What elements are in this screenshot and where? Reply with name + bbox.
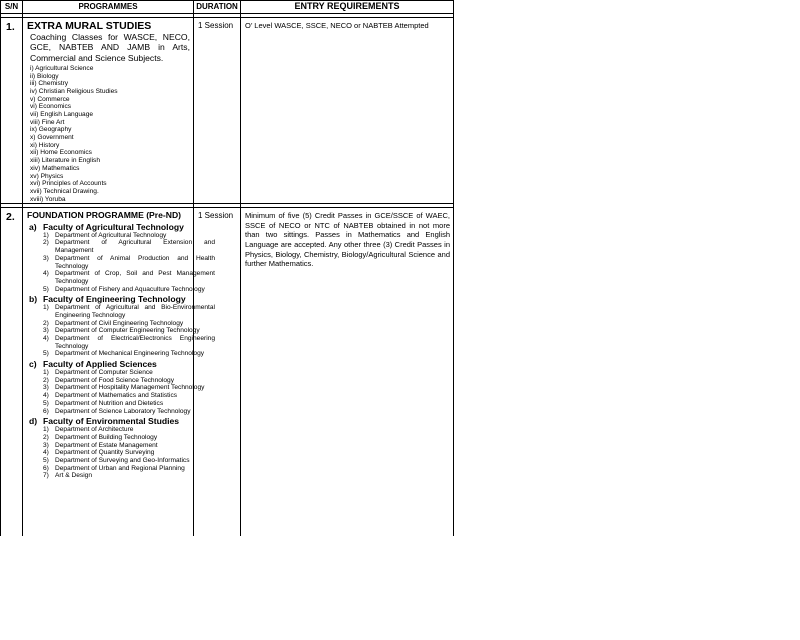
programme-title: EXTRA MURAL STUDIES bbox=[27, 20, 152, 32]
department-item bbox=[43, 434, 215, 442]
department-number: 4) bbox=[43, 335, 49, 343]
subject-item: xviii) Yoruba bbox=[30, 195, 66, 203]
subject-item: viii) Fine Art bbox=[30, 118, 65, 126]
department-item bbox=[43, 377, 215, 385]
department-number: 4) bbox=[43, 270, 49, 278]
subject-item: i) Agricultural Science bbox=[30, 64, 94, 72]
department-name: Department of Hospitality Management Technology bbox=[55, 384, 205, 392]
department-number: 1) bbox=[43, 304, 49, 312]
department-item bbox=[43, 408, 215, 416]
duration-cell: 1 Session bbox=[194, 18, 241, 204]
department-number: 2) bbox=[43, 433, 49, 441]
subject-item: x) Government bbox=[30, 134, 74, 142]
department-number: 2) bbox=[43, 319, 49, 327]
header-programmes: PROGRAMMES bbox=[23, 1, 194, 14]
department-number: 1) bbox=[43, 369, 49, 377]
department-number: 5) bbox=[43, 350, 49, 358]
department-number: 5) bbox=[43, 456, 49, 464]
department-name: Department of Agricultural Extension and Management bbox=[55, 239, 215, 255]
department-item bbox=[43, 320, 215, 328]
department-name: Department of Fishery and Aquaculture Technology bbox=[55, 285, 205, 293]
subject-list bbox=[27, 65, 190, 203]
department-name: Department of Architecture bbox=[55, 426, 134, 434]
department-item bbox=[43, 400, 215, 408]
faculty-letter: c) bbox=[29, 359, 37, 370]
department-number: 4) bbox=[43, 392, 49, 400]
department-number: 4) bbox=[43, 449, 49, 457]
faculty-heading bbox=[27, 359, 190, 369]
department-name: Department of Agricultural and Bio-Environmental Engineering Technology bbox=[55, 304, 215, 319]
department-item bbox=[43, 350, 215, 358]
subject-item: iv) Christian Religious Studies bbox=[30, 87, 118, 95]
department-list bbox=[27, 369, 215, 415]
faculty-letter: a) bbox=[29, 221, 37, 232]
faculty-name: Faculty of Engineering Technology bbox=[43, 294, 186, 305]
department-name: Department of Building Technology bbox=[55, 433, 158, 441]
department-item bbox=[43, 255, 215, 270]
header-sn: S/N bbox=[1, 1, 23, 14]
department-item bbox=[43, 232, 215, 240]
department-number: 3) bbox=[43, 327, 49, 335]
department-item bbox=[43, 426, 215, 434]
subject-item: ii) Biology bbox=[30, 72, 59, 80]
department-item bbox=[43, 327, 215, 335]
subject-item: vi) Economics bbox=[30, 103, 72, 111]
department-name: Department of Agricultural Technology bbox=[55, 231, 167, 239]
header-row bbox=[1, 1, 454, 14]
faculty-block bbox=[27, 221, 215, 294]
faculty-block bbox=[27, 294, 215, 358]
department-item bbox=[43, 384, 215, 392]
department-name: Department of Urban and Regional Planning bbox=[55, 464, 185, 472]
department-name: Art & Design bbox=[55, 472, 93, 480]
subject-item: xiii) Literature in English bbox=[30, 157, 100, 165]
department-number: 6) bbox=[43, 407, 49, 415]
programme-title: FOUNDATION PROGRAMME (Pre-ND) bbox=[27, 210, 182, 221]
department-name: Department of Mathematics and Statistics bbox=[55, 392, 178, 400]
faculty-heading bbox=[27, 294, 190, 304]
department-name: Department of Nutrition and Dietetics bbox=[55, 399, 164, 407]
row-number: 1. bbox=[1, 18, 23, 204]
department-item bbox=[43, 270, 215, 285]
faculty-name: Faculty of Applied Sciences bbox=[43, 359, 157, 370]
subject-item: xv) Physics bbox=[30, 172, 64, 180]
faculty-heading bbox=[27, 222, 190, 232]
faculty-block bbox=[27, 416, 190, 480]
subject-item: xi) History bbox=[30, 141, 60, 149]
subject-item: v) Commerce bbox=[30, 95, 70, 103]
programmes-table bbox=[0, 0, 454, 536]
header-entry-requirements: ENTRY REQUIREMENTS bbox=[241, 1, 454, 14]
department-item bbox=[43, 449, 215, 457]
department-number: 2) bbox=[43, 239, 49, 247]
department-name: Department of Animal Production and Health Technology bbox=[55, 254, 215, 270]
department-number: 3) bbox=[43, 441, 49, 449]
table-row bbox=[1, 208, 454, 536]
department-number: 7) bbox=[43, 472, 49, 480]
department-item bbox=[43, 465, 215, 473]
subject-item: iii) Chemistry bbox=[30, 80, 69, 88]
department-number: 5) bbox=[43, 285, 49, 293]
department-list bbox=[27, 304, 215, 358]
subject-item: vii) English Language bbox=[30, 111, 94, 119]
department-item bbox=[43, 442, 215, 450]
department-item bbox=[43, 472, 215, 480]
entry-requirements-cell: O’ Level WASCE, SSCE, NECO or NABTEB Attempted bbox=[241, 18, 454, 204]
department-name: Department of Computer Engineering Technology bbox=[55, 327, 200, 335]
department-list bbox=[27, 232, 215, 294]
duration-cell: 1 Session bbox=[194, 208, 241, 536]
subject-item: ix) Geography bbox=[30, 126, 72, 134]
table-row bbox=[1, 18, 454, 204]
department-name: Department of Computer Science bbox=[55, 369, 153, 377]
department-number: 1) bbox=[43, 426, 49, 434]
faculty-list bbox=[27, 221, 215, 480]
department-name: Department of Estate Management bbox=[55, 441, 158, 449]
department-name: Department of Surveying and Geo-Informatics bbox=[55, 456, 190, 464]
department-item bbox=[43, 369, 215, 377]
faculty-name: Faculty of Environmental Studies bbox=[43, 416, 180, 427]
faculty-letter: b) bbox=[29, 294, 38, 305]
department-item bbox=[43, 286, 215, 294]
department-name: Department of Crop, Soil and Pest Management Technology bbox=[55, 270, 215, 285]
row-number: 2. bbox=[1, 208, 23, 536]
faculty-name: Faculty of Agricultural Technology bbox=[43, 221, 184, 232]
faculty-block bbox=[27, 359, 205, 415]
faculty-heading bbox=[27, 416, 190, 426]
department-name: Department of Science Laboratory Technology bbox=[55, 407, 191, 415]
department-number: 3) bbox=[43, 384, 49, 392]
department-name: Department of Mechanical Engineering Technology bbox=[55, 350, 205, 358]
department-name: Department of Civil Engineering Technology bbox=[55, 319, 184, 327]
department-number: 3) bbox=[43, 254, 49, 262]
department-number: 6) bbox=[43, 464, 49, 472]
department-item bbox=[43, 239, 215, 254]
subject-item: xvi) Principles of Accounts bbox=[30, 180, 107, 188]
programme-description: Coaching Classes for WASCE, NECO, GCE, NABTEB AND JAMB in Arts, Commercial and Science Subjects. bbox=[30, 32, 190, 63]
entry-requirements-cell: Minimum of five (5) Credit Passes in GCE/SSCE of WAEC, SSCE of NECO or NTC of NABTEB obtained in not more than two sittings. Passes in Mathematics and English Language are accepted. Any other three (3) Credit Passes in Physics, Biology, Chemistry, Biology/Agricultural Science and further Mathematics. bbox=[241, 208, 454, 536]
department-item bbox=[43, 304, 215, 319]
subject-item: xii) Home Economics bbox=[30, 149, 92, 157]
department-name: Department of Electrical/Electronics Engineering Technology bbox=[55, 335, 215, 350]
programme-cell bbox=[23, 18, 194, 204]
department-list bbox=[27, 426, 215, 480]
department-name: Department of Quantity Surveying bbox=[55, 449, 155, 457]
faculty-letter: d) bbox=[29, 416, 38, 427]
department-name: Department of Food Science Technology bbox=[55, 376, 175, 384]
department-item bbox=[43, 335, 215, 350]
programme-cell bbox=[23, 208, 215, 536]
department-number: 5) bbox=[43, 399, 49, 407]
header-duration: DURATION bbox=[194, 1, 241, 14]
subject-item: xvii) Technical Drawing. bbox=[30, 187, 99, 195]
department-item bbox=[43, 392, 215, 400]
department-number: 2) bbox=[43, 376, 49, 384]
department-number: 1) bbox=[43, 231, 49, 239]
subject-item: xiv) Mathematics bbox=[30, 164, 80, 172]
department-item bbox=[43, 457, 215, 465]
